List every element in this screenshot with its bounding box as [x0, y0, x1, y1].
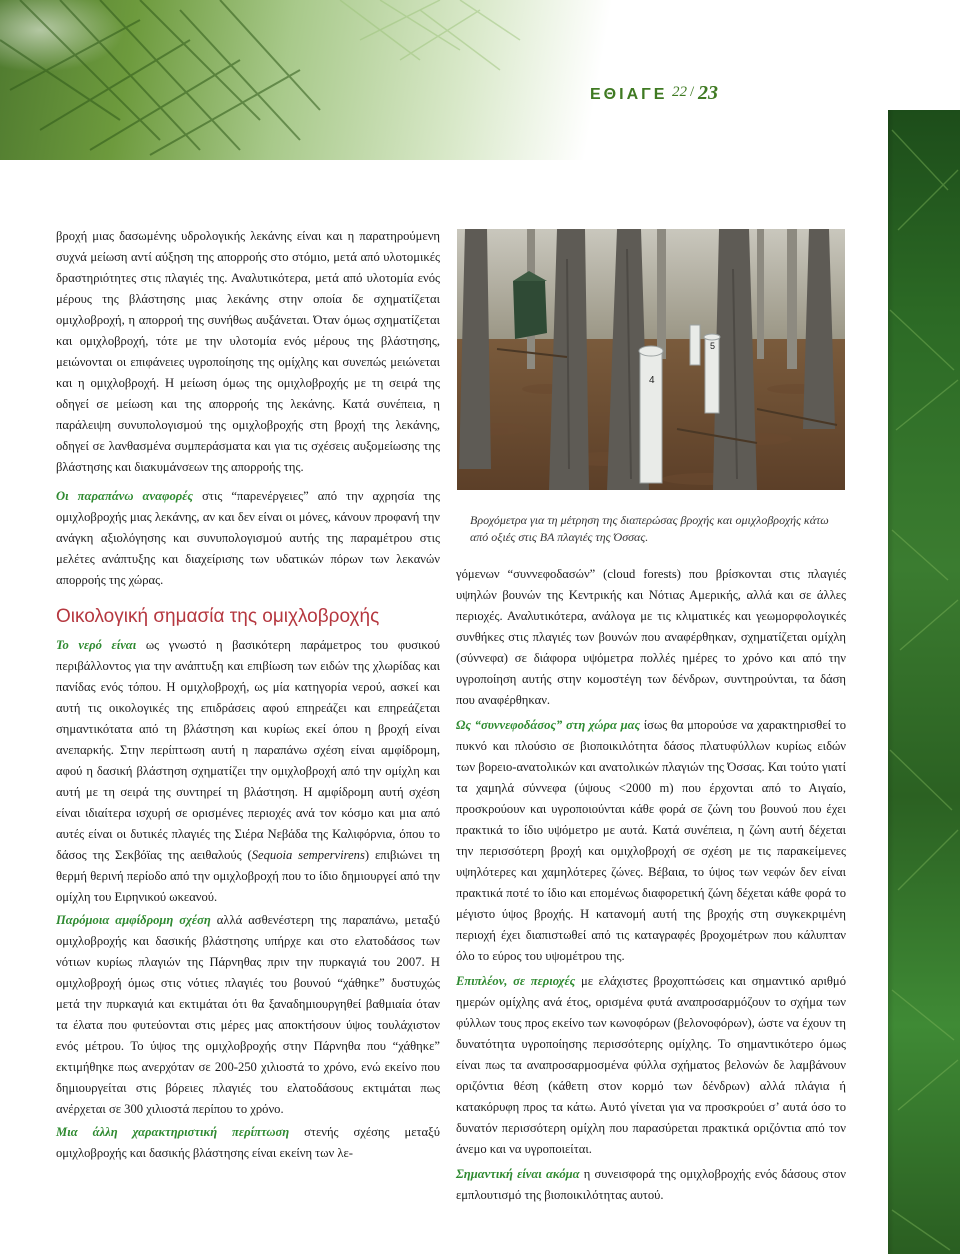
- page-separator: /: [690, 84, 695, 100]
- gauge-label-5: 5: [710, 341, 716, 351]
- forest-rain-gauges-photo: [457, 229, 845, 490]
- paragraph: Παρόμοια αμφίδρομη σχέση αλλά ασθενέστερη της παραπάνω, μεταξύ ομιχλοβροχής και δασικής βλάστησης υπήρχε και στο ελατοδάσος των νότιων κυρίως πλαγιών της Πάρνηθας πριν την πυρκαγιά του 2007. Η ομιχλοβροχή όμως στις νότιες πλαγιές του βουνού “χάθηκε” δυστυχώς μετά την πυρκαγιά και εκτιμάται ότι θα ξαναδημιουργηθεί βαθμιαία όταν τα έλατα που φυτεύονται στις μέρες μας αποκτήσουν ύψος τουλάχιστον ενός μέτρου. Το ύψος της ομιχλοβροχής στην Πάρνηθα που “χάθηκε” εκτιμήθηκε πως ανερχόταν σε 200-250 χιλιοστά το χρόνο, ενώ εκείνο που δημιουργείται στις βόρειες πλαγιές του ελατοδάσους εκτιμάται πως ανέρχεται σε 300 χιλιοστά περίπου το χρόνο.: [56, 913, 441, 1116]
- section-heading: Οικολογική σημασία της ομιχλοβροχής: [56, 606, 380, 627]
- paragraph: γόμενων “συννεφοδασών” (cloud forests) που βρίσκονται στις πλαγιές υψηλών βουνών της Κεντρικής και Νότιας Αμερικής, αλλά και σε άλλες περιοχές. Αναλυτικότερα, ανάλογα με τις κλιματικές και γεωμορφολογικές συνθήκες στις πλαγιές των βουνών που αναφέρθηκαν, σχηματίζεται ομίχλη (σύννεφα) σε διάφορα υψόμετρα πολλές ημέρες το χρόνο και από την υγροποίηση αυτής στην κομοστέγη των δένδρων, συντηρούνται, τα δάση που αναφέρθηκαν.: [456, 567, 846, 707]
- paragraph: Το νερό είναι ως γνωστό η βασικότερη παράμετρος του φυσικού περιβάλλοντος για την ανάπτυξη και επιβίωση των ειδών της χλωρίδας και πανίδας ενός τόπου. Η ομιχλοβροχή, ως μία κατηγορία νερού, ασκεί και αυτή τις οικολογικές της επιδράσεις αφού επηρεάζει και επηρεάζεται σημαντικότατα από τη βλάστηση και κυρίως εκεί όπου η βροχή είναι ανεπαρκής. Στην περίπτωση αυτή η παραπάνω σχέση είναι αμφίδρομη, αφού η δασική βλάστηση σχηματίζει την ομιχλοβροχή από την ομίχλη και αυτή με τη σειρά της συντηρεί τη βλάστηση. Η αμφίδρομη αυτή σχέση είναι ιδιαίτερα ισχυρή σε ορισμένες περιοχές ανά τον κόσμο και μια από αυτές είναι οι δυτικές πλαγιές της Σιέρα Νεβάδα της Καλιφόρνια, όπου το δάσος της Σεκβόϊας της αειθαλούς (Sequoia sempervirens) επιβιώνει τη θερμή θερινή περίοδο από την ομιχλοβροχή που το ίδιο δημιουργεί από την ομίχλη του Ειρηνικού ωκεανού.: [56, 638, 441, 904]
- paragraph: Ως “συννεφοδάσος” στη χώρα μας ίσως θα μπορούσε να χαρακτηρισθεί το πυκνό και πλούσιο σε βιοποικιλότητα δάσος πλατυφύλλων κυρίως ειδών των βορειο-ανατολικών και ανατολικών πλαγιών της Όσσας. Και τούτο γιατί τα χαμηλά σύννεφα (ύψους <2000 m) που έρχονται από το Αιγαίο, προσκρούουν και υγροποιούνται κάθε φορά σε ζώνη του βουνού που έχει πρακτικά το ίδιο υψόμετρο με αυτά. Κατά συνέπεια, η ζώνη αυτή δέχεται την περισσότερη βροχή και ομιχλοβροχή σε σχέση με τις παρακείμενες υψηλότερες και χαμηλότερες ζώνες. Βέβαια, το ύψος των νεφών δεν είναι πρακτικά ποτέ το ίδιο και επομένως διαφορετική ζώνη δέχεται κάθε φορά το μέγιστο ύψος βροχής. Η κατανομή αυτή της βροχής στη συγκεκριμένη περιοχή έχει διαπιστωθεί από τις καταγραφές βροχομέτρων που κάλυπταν όλο το εύρος του υψομέτρου της.: [456, 718, 846, 963]
- header-banner: [0, 0, 960, 160]
- paragraph: Σημαντική είναι ακόμα η συνεισφορά της ομιχλοβροχής ενός δάσους στον εμπλουτισμό της βιοποικιλότητας αυτού.: [456, 1167, 846, 1202]
- paragraph: Οι παραπάνω αναφορές στις “παρενέργειες” από την αχρησία της ομιχλοβροχής μιας λεκάνης, αν και δεν είναι οι μόνες, κάνουν προφανή την ανάγκη αξιολόγησης και συνυπολογισμού αυτής της παραμέτρου στις μελέτες ανάπτυξης και διαχείρισης των υδατικών πόρων των λεκανών απορροής της χώρας.: [56, 489, 440, 587]
- lead-phrase: Σημαντική είναι ακόμα: [456, 1167, 580, 1181]
- page-number-left: 22: [672, 84, 687, 100]
- paragraph: Μια άλλη χαρακτηριστική περίπτωση στενής σχέσης μεταξύ ομιχλοβροχής και δασικής βλάστησης είναι εκείνη των λε-: [56, 1125, 440, 1160]
- species-name: Sequoia sempervirens: [251, 848, 365, 862]
- page-number-right: 23: [698, 82, 718, 104]
- photo-illustration: [457, 229, 845, 490]
- lead-phrase: Ως “συννεφοδάσος” στη χώρα μας: [456, 718, 641, 732]
- paragraph: Επιπλέον, σε περιοχές με ελάχιστες βροχοπτώσεις και σημαντικό αριθμό ημερών ομίχλης ανά έτος, ορισμένα φυτά αναπροσαρμόζουν το σχήμα των φύλλων τους προς εκείνο των κωνοφόρων (βελονοφόρων), ώστε να έχουν τη δυνατότητα υγροποίησης περισσότερης ομίχλης. Το σημαντικότερο όμως είναι πως τα αναπροσαρμοσμένα φύλλα σχήματος βελονών δε λαμβάνουν οριζόντια θέση (κάθετη στον κορμό των δένδρων) αλλά πλάγια ή κατακόρυφη προς τα κάτω. Αυτό γίνεται για να προσκρούει σ’ αυτά όσο το δυνατόν περισσότερη ομίχλη που παρασύρεται πρακτικά οριζόντια από τον άνεμο και να υγροποιείται.: [456, 974, 846, 1156]
- fir-branch-decoration: [0, 0, 960, 160]
- fir-needles-texture: [888, 110, 960, 1254]
- lead-phrase: Οι παραπάνω αναφορές: [56, 489, 194, 503]
- lead-phrase: Επιπλέον, σε περιοχές: [456, 974, 576, 988]
- lead-phrase: Μια άλλη χαρακτηριστική περίπτωση: [56, 1125, 290, 1139]
- lead-phrase: Παρόμοια αμφίδρομη σχέση: [56, 913, 211, 927]
- paragraph: βροχή μιας δασωμένης υδρολογικής λεκάνης είναι και η παρατηρούμενη συχνά μείωση αντί αύξηση της απορροής στο στόμιο, μετά από υλοτομικές δραστηριότητες στις πλαγιές της. Αναλυτικότερα, μετά από υλοτομία ενός μέρους της βλάστησης μιας λεκάνης στην οποία δε σχηματίζεται ομιχλοβροχή, η απορροή της συνήθως αυξάνεται. Όταν όμως σχηματίζεται και ομιχλοβροχή, τότε με την υλοτομία ενός μέρους της βλάστησης, μειώνονται οι επιφάνειες υγροποίησης της ομίχλης και συνεπώς μειώνεται και η ομιχλοβροχή. Η μείωση όμως της ομιχλοβροχής με τη σειρά της οδηγεί σε μείωση και της απορροής της λεκάνης. Κατά συνέπεια, η παράλειψη συνυπολογισμού της ομιχλοβροχής στη βροχή της λεκάνης, οδηγεί σε λανθασμένα συμπεράσματα και για τις σχέσεις αυξομείωσης της βλάστησης και διακυμάνσεων της απορροής της.: [56, 229, 440, 474]
- gauge-label-4: 4: [649, 375, 655, 386]
- journal-title: ΕΘΙΑΓΕ: [590, 86, 668, 103]
- right-text-column: [456, 564, 846, 1208]
- lead-phrase: Το νερό είναι: [56, 638, 137, 652]
- photo-caption: Βροχόμετρα για τη μέτρηση της διαπερώσας βροχής και ομιχλοβροχής κάτω από οξιές στις ΒΑ πλαγιές της Όσσας.: [470, 513, 829, 544]
- left-text-column: [56, 226, 440, 1166]
